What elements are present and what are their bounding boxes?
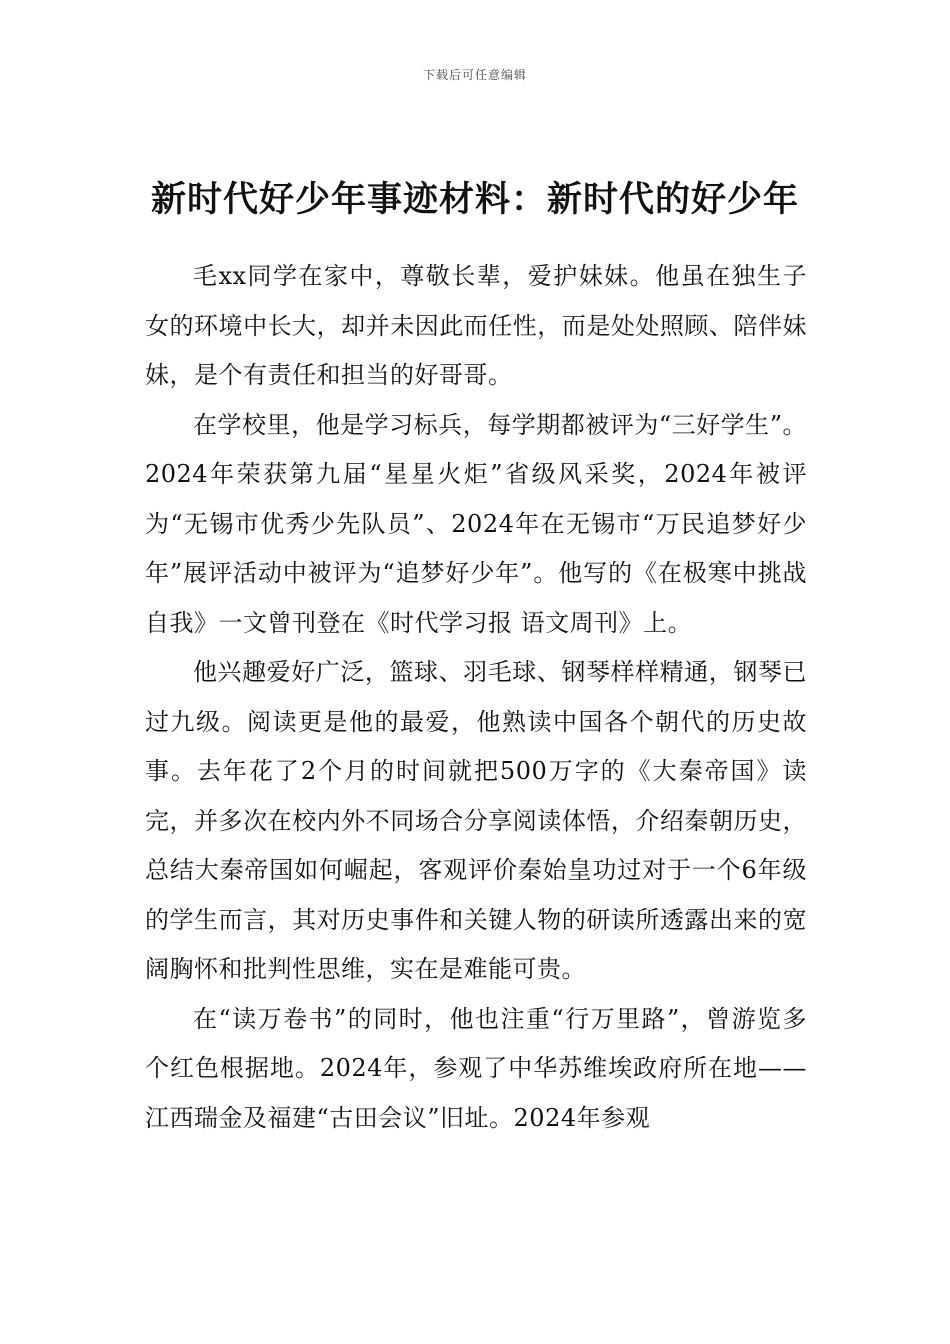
document-title: 新时代好少年事迹材料：新时代的好少年 — [150, 179, 799, 220]
paragraph-2: 在学校里，他是学习标兵，每学期都被评为“三好学生”。2024年荣获第九届“星星火炬”省级风采奖，2024年被评为“无锡市优秀少先队员”、2024年在无锡市“万民追梦好少年”展评活动中被评为“追梦好少年”。他写的《在极寒中挑战自我》一文曾刊登在《时代学习报 语文周刊》上。 — [145, 410, 807, 637]
header-note: 下载后可任意编辑 — [422, 68, 527, 82]
paragraph-4: 在“读万卷书”的同时，他也注重“行万里路”，曾游览多个红色根据地。2024年，参观了中华苏维埃政府所在地——江西瑞金及福建“古田会议”旧址。2024年参观 — [145, 1004, 807, 1132]
document-body — [145, 252, 807, 1143]
paragraph-1: 毛xx同学在家中，尊敬长辈，爱护妹妹。他虽在独生子女的环境中长大，却并未因此而任性，而是处处照顾、陪伴妹妹，是个有责任和担当的好哥哥。 — [145, 262, 807, 389]
paragraph-3: 他兴趣爱好广泛，篮球、羽毛球、钢琴样样精通，钢琴已过九级。阅读更是他的最爱，他熟读中国各个朝代的历史故事。去年花了2个月的时间就把500万字的《大秦帝国》读完，并多次在校内外不同场合分享阅读体悟，介绍秦朝历史，总结大秦帝国如何崛起，客观评价秦始皇功过对于一个6年级的学生而言，其对历史事件和关键人物的研读所透露出来的宽阔胸怀和批判性思维，实在是难能可贵。 — [145, 658, 807, 983]
